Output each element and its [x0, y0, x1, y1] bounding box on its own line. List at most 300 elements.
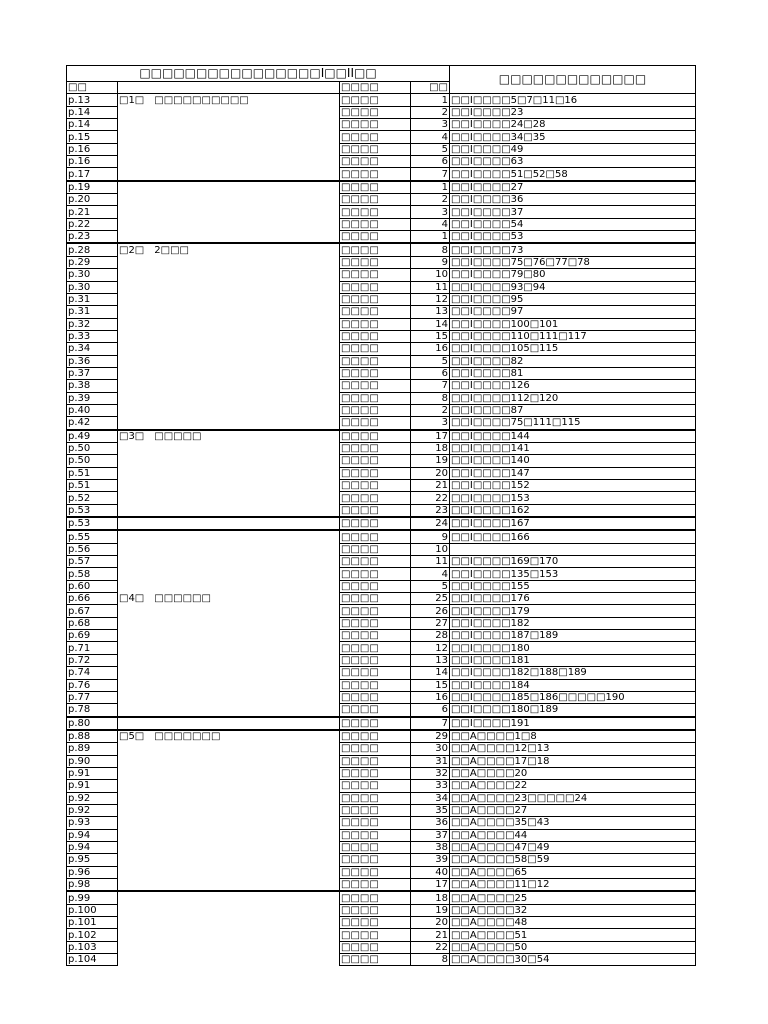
chapter-cell	[118, 218, 340, 230]
page-cell: p.74	[67, 667, 118, 679]
chapter-cell	[118, 467, 340, 479]
page-cell: p.99	[67, 891, 118, 904]
reference-cell: □□I□□□□169□170	[450, 556, 696, 568]
table-row	[67, 380, 696, 392]
kind-cell: □□□□	[340, 504, 411, 517]
chapter-cell	[118, 417, 340, 430]
number-cell: 7	[411, 168, 450, 181]
reference-cell: □□A□□□□11□12	[450, 879, 696, 892]
page-cell: p.55	[67, 530, 118, 543]
chapter-cell	[118, 156, 340, 168]
chapter-cell	[118, 743, 340, 755]
kind-cell: □□□□	[340, 679, 411, 691]
number-cell: 16	[411, 691, 450, 703]
chapter-cell	[118, 780, 340, 792]
page-cell: p.89	[67, 743, 118, 755]
kind-cell: □□□□	[340, 168, 411, 181]
page-cell: p.22	[67, 218, 118, 230]
table-row	[67, 767, 696, 779]
chapter-cell	[118, 380, 340, 392]
number-cell: 1	[411, 94, 450, 106]
reference-cell: □□I□□□□63	[450, 156, 696, 168]
kind-cell: □□□□	[340, 904, 411, 916]
chapter-cell	[118, 879, 340, 892]
number-cell: 8	[411, 243, 450, 256]
reference-cell: □□I□□□□75□111□115	[450, 417, 696, 430]
chapter-cell	[118, 929, 340, 941]
number-cell: 12	[411, 642, 450, 654]
page-cell: p.16	[67, 156, 118, 168]
reference-cell: □□I□□□□184	[450, 679, 696, 691]
header-no: □□	[411, 82, 450, 94]
reference-cell: □□A□□□□30□54	[450, 954, 696, 966]
kind-cell: □□□□	[340, 330, 411, 342]
table-row	[67, 679, 696, 691]
page-cell: p.91	[67, 767, 118, 779]
number-cell: 13	[411, 306, 450, 318]
page-cell: p.30	[67, 281, 118, 293]
chapter-cell	[118, 767, 340, 779]
chapter-cell	[118, 392, 340, 404]
reference-cell: □□I□□□□135□153	[450, 568, 696, 580]
reference-cell: □□I□□□□75□76□77□78	[450, 256, 696, 268]
number-cell: 24	[411, 517, 450, 530]
kind-cell: □□□□	[340, 580, 411, 592]
number-cell: 4	[411, 218, 450, 230]
reference-cell: □□I□□□□73	[450, 243, 696, 256]
kind-cell: □□□□	[340, 131, 411, 143]
number-cell: 11	[411, 281, 450, 293]
kind-cell: □□□□	[340, 269, 411, 281]
page-cell: p.19	[67, 181, 118, 194]
kind-cell: □□□□	[340, 780, 411, 792]
reference-cell: □□I□□□□87	[450, 404, 696, 416]
number-cell: 14	[411, 667, 450, 679]
table-row	[67, 404, 696, 416]
chapter-cell	[118, 891, 340, 904]
kind-cell: □□□□	[340, 543, 411, 555]
page-cell: p.56	[67, 543, 118, 555]
kind-cell: □□□□	[340, 556, 411, 568]
number-cell: 18	[411, 891, 450, 904]
chapter-cell	[118, 866, 340, 878]
reference-cell: □□I□□□□53	[450, 231, 696, 244]
kind-cell: □□□□	[340, 755, 411, 767]
table-row	[67, 467, 696, 479]
number-cell: 22	[411, 941, 450, 953]
page-cell: p.96	[67, 866, 118, 878]
reference-cell: □□I□□□□182□188□189	[450, 667, 696, 679]
page-cell: p.66	[67, 593, 118, 605]
page-cell: p.50	[67, 442, 118, 454]
table-row	[67, 455, 696, 467]
number-cell: 37	[411, 829, 450, 841]
table-row	[67, 954, 696, 966]
table-row	[67, 780, 696, 792]
chapter-cell	[118, 543, 340, 555]
kind-cell: □□□□	[340, 181, 411, 194]
kind-cell: □□□□	[340, 804, 411, 816]
kind-cell: □□□□	[340, 343, 411, 355]
number-cell: 5	[411, 143, 450, 155]
kind-cell: □□□□	[340, 281, 411, 293]
page-cell: p.40	[67, 404, 118, 416]
kind-cell: □□□□	[340, 392, 411, 404]
chapter-cell	[118, 480, 340, 492]
number-cell: 6	[411, 367, 450, 379]
chapter-cell	[118, 455, 340, 467]
reference-cell: □□I□□□□110□111□117	[450, 330, 696, 342]
number-cell: 39	[411, 854, 450, 866]
page-cell: p.34	[67, 343, 118, 355]
table-row	[67, 256, 696, 268]
page-cell: p.42	[67, 417, 118, 430]
number-cell: 31	[411, 755, 450, 767]
table-row	[67, 131, 696, 143]
page-cell: p.28	[67, 243, 118, 256]
kind-cell: □□□□	[340, 206, 411, 218]
page-cell: p.51	[67, 480, 118, 492]
chapter-cell	[118, 206, 340, 218]
chapter-cell	[118, 717, 340, 730]
number-cell: 4	[411, 568, 450, 580]
title-row	[67, 66, 696, 82]
chapter-cell	[118, 904, 340, 916]
table-row	[67, 654, 696, 666]
number-cell: 7	[411, 380, 450, 392]
table-row	[67, 330, 696, 342]
reference-cell: □□I□□□□23	[450, 106, 696, 118]
reference-cell: □□I□□□□112□120	[450, 392, 696, 404]
kind-cell: □□□□	[340, 293, 411, 305]
table-row	[67, 343, 696, 355]
number-cell: 3	[411, 119, 450, 131]
page-cell: p.20	[67, 194, 118, 206]
reference-cell: □□A□□□□50	[450, 941, 696, 953]
page-cell: p.90	[67, 755, 118, 767]
chapter-cell	[118, 829, 340, 841]
kind-cell: □□□□	[340, 467, 411, 479]
chapter-cell	[118, 330, 340, 342]
number-cell: 30	[411, 743, 450, 755]
number-cell: 15	[411, 679, 450, 691]
number-cell: 21	[411, 929, 450, 941]
chapter-cell	[118, 281, 340, 293]
page-cell: p.57	[67, 556, 118, 568]
number-cell: 1	[411, 231, 450, 244]
page-cell: p.101	[67, 917, 118, 929]
kind-cell: □□□□	[340, 380, 411, 392]
number-cell: 10	[411, 269, 450, 281]
kind-cell: □□□□	[340, 941, 411, 953]
page-cell: p.93	[67, 817, 118, 829]
table-row	[67, 804, 696, 816]
table-row	[67, 530, 696, 543]
kind-cell: □□□□	[340, 704, 411, 717]
chapter-cell	[118, 504, 340, 517]
page-cell: p.80	[67, 717, 118, 730]
number-cell: 12	[411, 293, 450, 305]
reference-cell: □□I□□□□140	[450, 455, 696, 467]
number-cell: 17	[411, 879, 450, 892]
page-cell: p.52	[67, 492, 118, 504]
kind-cell: □□□□	[340, 593, 411, 605]
page-cell: p.50	[67, 455, 118, 467]
page-cell: p.14	[67, 106, 118, 118]
kind-cell: □□□□	[340, 530, 411, 543]
table-row	[67, 442, 696, 454]
number-cell: 6	[411, 156, 450, 168]
chapter-cell	[118, 792, 340, 804]
kind-cell: □□□□	[340, 617, 411, 629]
page-cell: p.15	[67, 131, 118, 143]
reference-cell: □□A□□□□22	[450, 780, 696, 792]
table-row	[67, 667, 696, 679]
kind-cell: □□□□	[340, 318, 411, 330]
kind-cell: □□□□	[340, 642, 411, 654]
table-row	[67, 755, 696, 767]
chapter-cell	[118, 854, 340, 866]
table-row	[67, 556, 696, 568]
table-row	[67, 904, 696, 916]
chapter-cell	[118, 841, 340, 853]
table-row	[67, 829, 696, 841]
page-cell: p.16	[67, 143, 118, 155]
chapter-cell	[118, 667, 340, 679]
kind-cell: □□□□	[340, 243, 411, 256]
page-cell: p.94	[67, 841, 118, 853]
reference-cell: □□I□□□□126	[450, 380, 696, 392]
table-row	[67, 543, 696, 555]
chapter-cell	[118, 568, 340, 580]
page-cell: p.60	[67, 580, 118, 592]
reference-cell: □□I□□□□49	[450, 143, 696, 155]
number-cell: 19	[411, 455, 450, 467]
chapter-cell: □3□ □□□□□	[118, 430, 340, 443]
table-row	[67, 891, 696, 904]
kind-cell: □□□□	[340, 492, 411, 504]
reference-cell: □□I□□□□36	[450, 194, 696, 206]
table-row	[67, 243, 696, 256]
table-row	[67, 430, 696, 443]
chapter-cell	[118, 704, 340, 717]
table-row	[67, 717, 696, 730]
page-cell: p.91	[67, 780, 118, 792]
chapter-cell	[118, 106, 340, 118]
page-cell: p.94	[67, 829, 118, 841]
chapter-cell	[118, 404, 340, 416]
chapter-cell	[118, 755, 340, 767]
number-cell: 2	[411, 194, 450, 206]
table-row	[67, 355, 696, 367]
reference-cell: □□I□□□□181	[450, 654, 696, 666]
kind-cell: □□□□	[340, 730, 411, 743]
number-cell: 10	[411, 543, 450, 555]
chapter-cell	[118, 256, 340, 268]
page-cell: p.36	[67, 355, 118, 367]
kind-cell: □□□□	[340, 218, 411, 230]
number-cell: 6	[411, 704, 450, 717]
kind-cell: □□□□	[340, 654, 411, 666]
kind-cell: □□□□	[340, 355, 411, 367]
table-row	[67, 568, 696, 580]
reference-cell: □□A□□□□23□□□□□24	[450, 792, 696, 804]
chapter-cell	[118, 679, 340, 691]
reference-cell: □□A□□□□27	[450, 804, 696, 816]
table-row	[67, 94, 696, 106]
number-cell: 3	[411, 206, 450, 218]
number-cell: 26	[411, 605, 450, 617]
table-row	[67, 941, 696, 953]
reference-cell: □□A□□□□17□18	[450, 755, 696, 767]
kind-cell: □□□□	[340, 605, 411, 617]
page-cell: p.98	[67, 879, 118, 892]
chapter-cell	[118, 293, 340, 305]
number-cell: 9	[411, 256, 450, 268]
table-row	[67, 318, 696, 330]
page-cell: p.88	[67, 730, 118, 743]
kind-cell: □□□□	[340, 480, 411, 492]
number-cell: 7	[411, 717, 450, 730]
table-row	[67, 293, 696, 305]
table-row	[67, 792, 696, 804]
page-cell: p.95	[67, 854, 118, 866]
number-cell: 8	[411, 392, 450, 404]
kind-cell: □□□□	[340, 306, 411, 318]
kind-cell: □□□□	[340, 854, 411, 866]
page-cell: p.32	[67, 318, 118, 330]
number-cell: 4	[411, 131, 450, 143]
number-cell: 32	[411, 767, 450, 779]
table-row	[67, 854, 696, 866]
title-right: □□□□□□□□□□□□□	[450, 66, 696, 94]
chapter-cell	[118, 691, 340, 703]
chapter-cell	[118, 517, 340, 530]
number-cell: 27	[411, 617, 450, 629]
number-cell: 14	[411, 318, 450, 330]
kind-cell: □□□□	[340, 767, 411, 779]
kind-cell: □□□□	[340, 455, 411, 467]
table-row	[67, 281, 696, 293]
page-cell: p.72	[67, 654, 118, 666]
table-row	[67, 119, 696, 131]
reference-cell: □□I□□□□82	[450, 355, 696, 367]
chapter-cell: □1□ □□□□□□□□□□	[118, 94, 340, 106]
reference-cell: □□I□□□□155	[450, 580, 696, 592]
reference-cell: □□I□□□□79□80	[450, 269, 696, 281]
page-cell: p.39	[67, 392, 118, 404]
reference-cell	[450, 543, 696, 555]
reference-cell: □□I□□□□141	[450, 442, 696, 454]
reference-cell: □□A□□□□35□43	[450, 817, 696, 829]
chapter-cell: □2□ 2□□□	[118, 243, 340, 256]
reference-cell: □□A□□□□25	[450, 891, 696, 904]
index-table	[66, 65, 696, 966]
kind-cell: □□□□	[340, 717, 411, 730]
page-cell: p.37	[67, 367, 118, 379]
page-cell: p.104	[67, 954, 118, 966]
chapter-cell	[118, 617, 340, 629]
page-cell: p.31	[67, 293, 118, 305]
table-row	[67, 917, 696, 929]
table-row	[67, 106, 696, 118]
page-cell: p.17	[67, 168, 118, 181]
kind-cell: □□□□	[340, 143, 411, 155]
page-cell: p.14	[67, 119, 118, 131]
kind-cell: □□□□	[340, 404, 411, 416]
number-cell: 25	[411, 593, 450, 605]
page-cell: p.92	[67, 804, 118, 816]
chapter-cell	[118, 630, 340, 642]
number-cell: 22	[411, 492, 450, 504]
reference-cell: □□I□□□□191	[450, 717, 696, 730]
kind-cell: □□□□	[340, 442, 411, 454]
reference-cell: □□I□□□□180	[450, 642, 696, 654]
chapter-cell	[118, 530, 340, 543]
reference-cell: □□I□□□□34□35	[450, 131, 696, 143]
chapter-cell	[118, 231, 340, 244]
reference-cell: □□A□□□□12□13	[450, 743, 696, 755]
table-row	[67, 392, 696, 404]
table-row	[67, 605, 696, 617]
table-row	[67, 517, 696, 530]
reference-cell: □□I□□□□27	[450, 181, 696, 194]
table-row	[67, 691, 696, 703]
number-cell: 40	[411, 866, 450, 878]
number-cell: 16	[411, 343, 450, 355]
page-cell: p.58	[67, 568, 118, 580]
chapter-cell	[118, 343, 340, 355]
page-cell: p.69	[67, 630, 118, 642]
kind-cell: □□□□	[340, 194, 411, 206]
kind-cell: □□□□	[340, 829, 411, 841]
reference-cell: □□I□□□□180□189	[450, 704, 696, 717]
chapter-cell	[118, 492, 340, 504]
chapter-cell	[118, 306, 340, 318]
page-cell: p.49	[67, 430, 118, 443]
kind-cell: □□□□	[340, 256, 411, 268]
reference-cell: □□I□□□□93□94	[450, 281, 696, 293]
chapter-cell	[118, 580, 340, 592]
reference-cell: □□I□□□□147	[450, 467, 696, 479]
table-row	[67, 841, 696, 853]
page-cell: p.29	[67, 256, 118, 268]
chapter-cell: □4□ □□□□□□	[118, 593, 340, 605]
number-cell: 2	[411, 106, 450, 118]
chapter-cell	[118, 642, 340, 654]
kind-cell: □□□□	[340, 106, 411, 118]
page-cell: p.71	[67, 642, 118, 654]
chapter-cell	[118, 954, 340, 966]
table-row	[67, 879, 696, 892]
chapter-cell	[118, 168, 340, 181]
page-cell: p.77	[67, 691, 118, 703]
page-cell: p.13	[67, 94, 118, 106]
page-cell: p.33	[67, 330, 118, 342]
table-row	[67, 630, 696, 642]
reference-cell: □□A□□□□51	[450, 929, 696, 941]
chapter-cell	[118, 181, 340, 194]
reference-cell: □□I□□□□179	[450, 605, 696, 617]
table-row	[67, 231, 696, 244]
reference-cell: □□A□□□□65	[450, 866, 696, 878]
reference-cell: □□I□□□□144	[450, 430, 696, 443]
table-row	[67, 143, 696, 155]
chapter-cell	[118, 318, 340, 330]
table-row	[67, 306, 696, 318]
reference-cell: □□I□□□□5□7□11□16	[450, 94, 696, 106]
chapter-cell	[118, 605, 340, 617]
